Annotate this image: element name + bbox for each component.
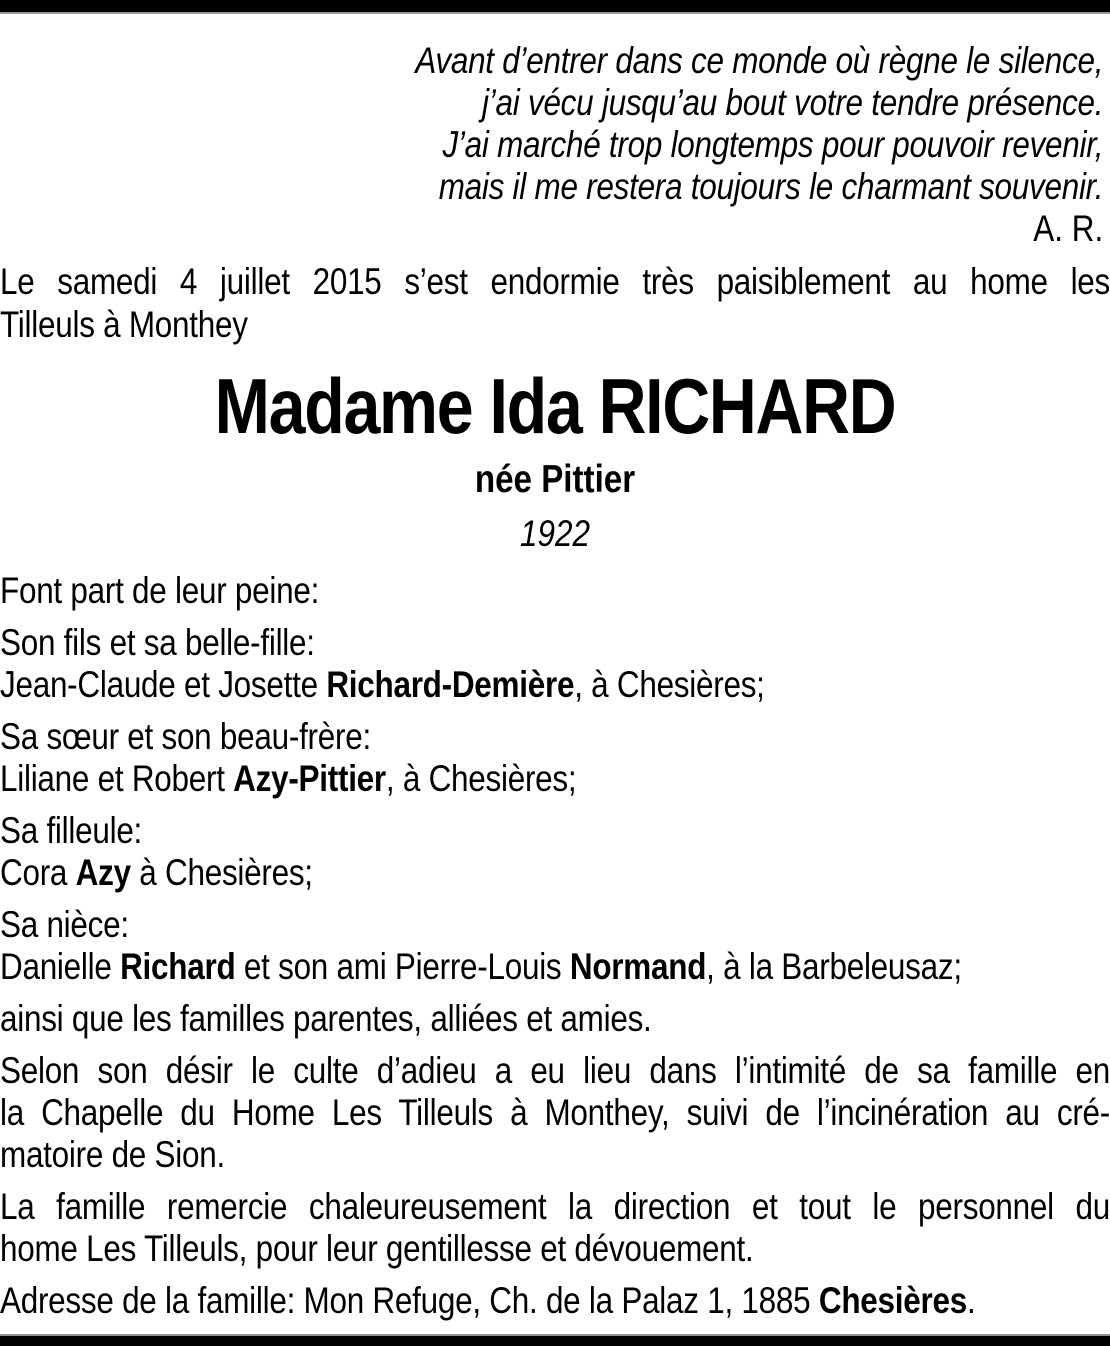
epigraph-line: j’ai vécu jusqu’au bout votre tendre présence. — [482, 82, 1104, 123]
thanks-line: La famille remercie chaleureusement la direction et tout le personnel du — [0, 1186, 1110, 1227]
relative-names — [0, 946, 1110, 988]
surname-bold: Normand — [569, 946, 707, 987]
epigraph-line: mais il me restera toujours le charmant souvenir. — [438, 166, 1104, 207]
families-paragraph — [0, 998, 1110, 1040]
bottom-rule — [0, 1334, 1110, 1346]
thanks-paragraph — [0, 1186, 1110, 1270]
relation-label: Son fils et sa belle-fille: — [0, 622, 315, 663]
address-line — [0, 1280, 1110, 1322]
text-segment: Cora — [0, 852, 76, 893]
ceremony-line: la Chapelle du Home Les Tilleuls à Monthey, suivi de l’incinération au cré- — [0, 1092, 1110, 1133]
thanks-line: home Les Tilleuls, pour leur gentillesse et dévouement. — [0, 1228, 754, 1269]
ceremony-paragraph — [0, 1050, 1110, 1176]
announcement-line — [0, 570, 1110, 612]
text-segment: Jean-Claude et Josette — [0, 664, 327, 705]
text-segment: et son ami Pierre-Louis — [235, 946, 570, 987]
relative-group-niece — [0, 904, 1110, 988]
text-segment: , à Chesières; — [574, 664, 765, 705]
epigraph-line: Avant d’entrer dans ce monde où règne le silence, — [415, 40, 1104, 81]
announcement-text: Font part de leur peine: — [0, 570, 320, 611]
text-segment: Liliane et Robert — [0, 758, 234, 799]
text-segment: à Chesières; — [130, 852, 313, 893]
relative-names — [0, 758, 1110, 800]
epigraph — [0, 40, 1110, 208]
top-rule — [0, 0, 1110, 14]
ceremony-line: Selon son désir le culte d’adieu a eu lieu dans l’intimité de sa famille en — [0, 1050, 1110, 1091]
relative-group-sister — [0, 716, 1110, 800]
text-segment: , à Chesières; — [385, 758, 577, 799]
notice-content — [0, 14, 1110, 1322]
surname-bold: Richard — [120, 946, 236, 987]
relative-group-goddaughter — [0, 810, 1110, 894]
text-segment: , à la Barbeleusaz; — [706, 946, 962, 987]
intro-line: Le samedi 4 juillet 2015 s’est endormie très paisiblement au home les — [0, 261, 1110, 302]
address-paragraph — [0, 1280, 1110, 1322]
birth-year: 1922 — [520, 513, 590, 554]
surname-bold: Azy-Pittier — [233, 758, 386, 799]
relation-label: Sa nièce: — [0, 904, 129, 945]
relative-names — [0, 664, 1110, 706]
intro-paragraph — [0, 260, 1110, 346]
relation-label: Sa sœur et son beau-frère: — [0, 716, 371, 757]
epigraph-attribution: A. R. — [1033, 208, 1104, 249]
address-town-bold: Chesières — [818, 1280, 967, 1321]
intro-line: Tilleuls à Monthey — [0, 304, 248, 345]
maiden-name: née Pittier — [474, 458, 636, 501]
relative-names — [0, 852, 1110, 894]
text-segment: Danielle — [0, 946, 121, 987]
ceremony-line: matoire de Sion. — [0, 1134, 225, 1175]
surname-bold: Azy — [75, 852, 131, 893]
surname-bold: Richard-Demière — [326, 664, 575, 705]
relation-label: Sa filleule: — [0, 810, 143, 851]
relative-group-son — [0, 622, 1110, 706]
epigraph-line: J’ai marché trop longtemps pour pouvoir revenir, — [442, 124, 1104, 165]
text-segment: . — [966, 1280, 976, 1321]
text-segment: Adresse de la famille: Mon Refuge, Ch. de la Palaz 1, 1885 — [0, 1280, 819, 1321]
deceased-name: Madame Ida RICHARD — [214, 362, 896, 450]
families-text: ainsi que les familles parentes, alliées et amies. — [0, 998, 652, 1039]
